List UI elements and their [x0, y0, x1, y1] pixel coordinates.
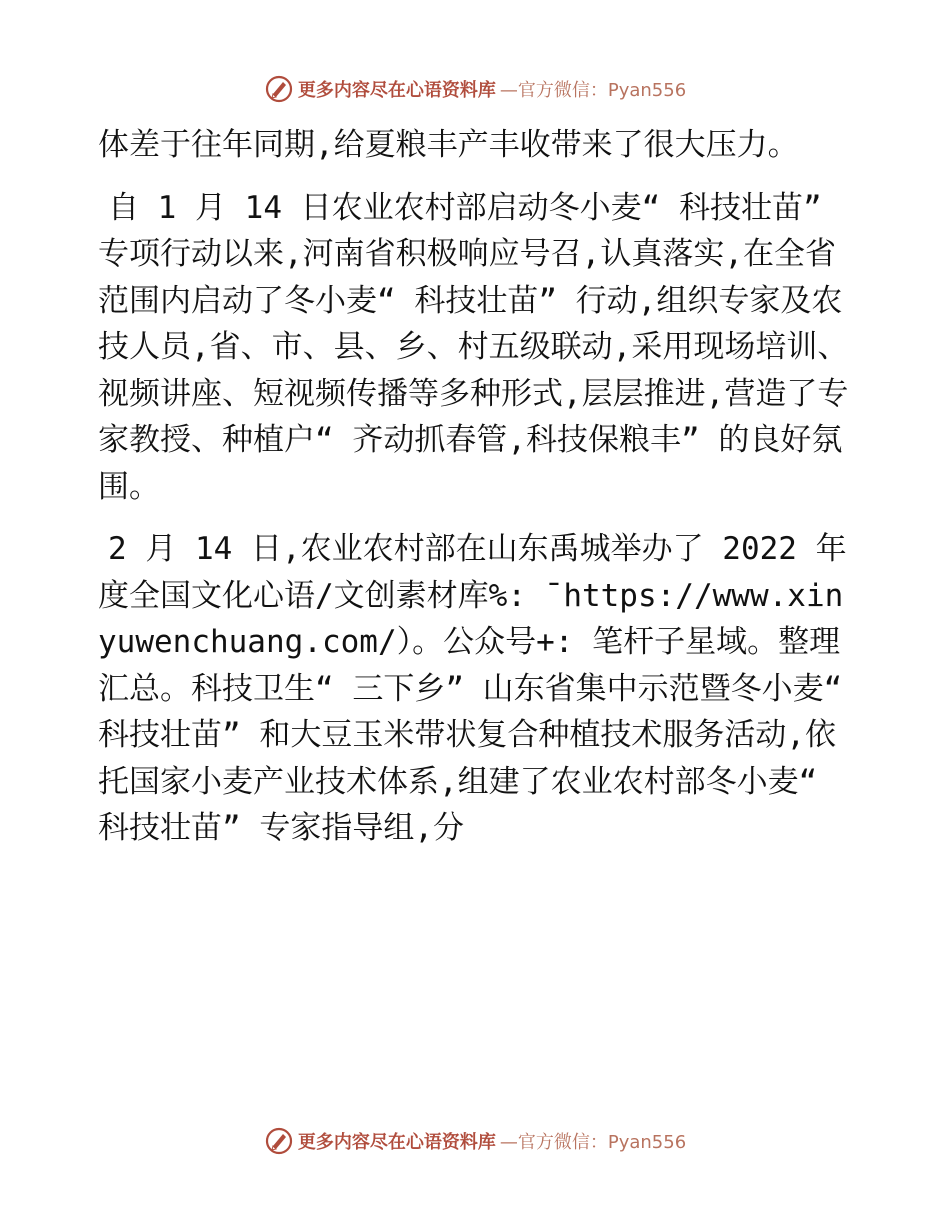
document-body: [98, 122, 858, 852]
header-watermark: [0, 74, 950, 104]
watermark-main-text: 更多内容尽在心语资料库: [297, 80, 496, 101]
watermark-contact-text: —官方微信：Pyan556: [499, 80, 687, 101]
watermark-main-text: 更多内容尽在心语资料库: [297, 1132, 496, 1153]
pen-logo-icon: [264, 1126, 294, 1156]
footer-watermark: [0, 1126, 950, 1156]
watermark-contact-text: —官方微信：Pyan556: [499, 1132, 687, 1153]
paragraph-1: 体差于往年同期,给夏粮丰产丰收带来了很大压力。: [98, 127, 799, 163]
pen-logo-icon: [264, 74, 294, 104]
paragraph-2: 自 1 月 14 日农业农村部启动冬小麦“ 科技壮苗” 专项行动以来,河南省积极响应号召,认真落实,在全省范围内启动了冬小麦“ 科技壮苗” 行动,组织专家及农技人员,省、市、县、乡、村五级联动,采用现场培训、视频讲座、短视频传播等多种形式,层层推进,营造了专家教授、种植户“ 齐动抓春管,科技保粮丰” 的良好氛围。: [98, 189, 849, 505]
paragraph-3: 2 月 14 日,农业农村部在山东禹城举办了 2022 年度全国文化心语/文创素材库%: ¯https://www.xinyuwenchuang.com/）。公众号+: 笔杆子星域。整理汇总。科技卫生“ 三下乡” 山东省集中示范暨冬小麦“ 科技壮苗” 和大豆玉米带状复合种植技术服务活动,依托国家小麦产业技术体系,组建了农业农村部冬小麦“ 科技壮苗” 专家指导组,分: [98, 531, 847, 846]
